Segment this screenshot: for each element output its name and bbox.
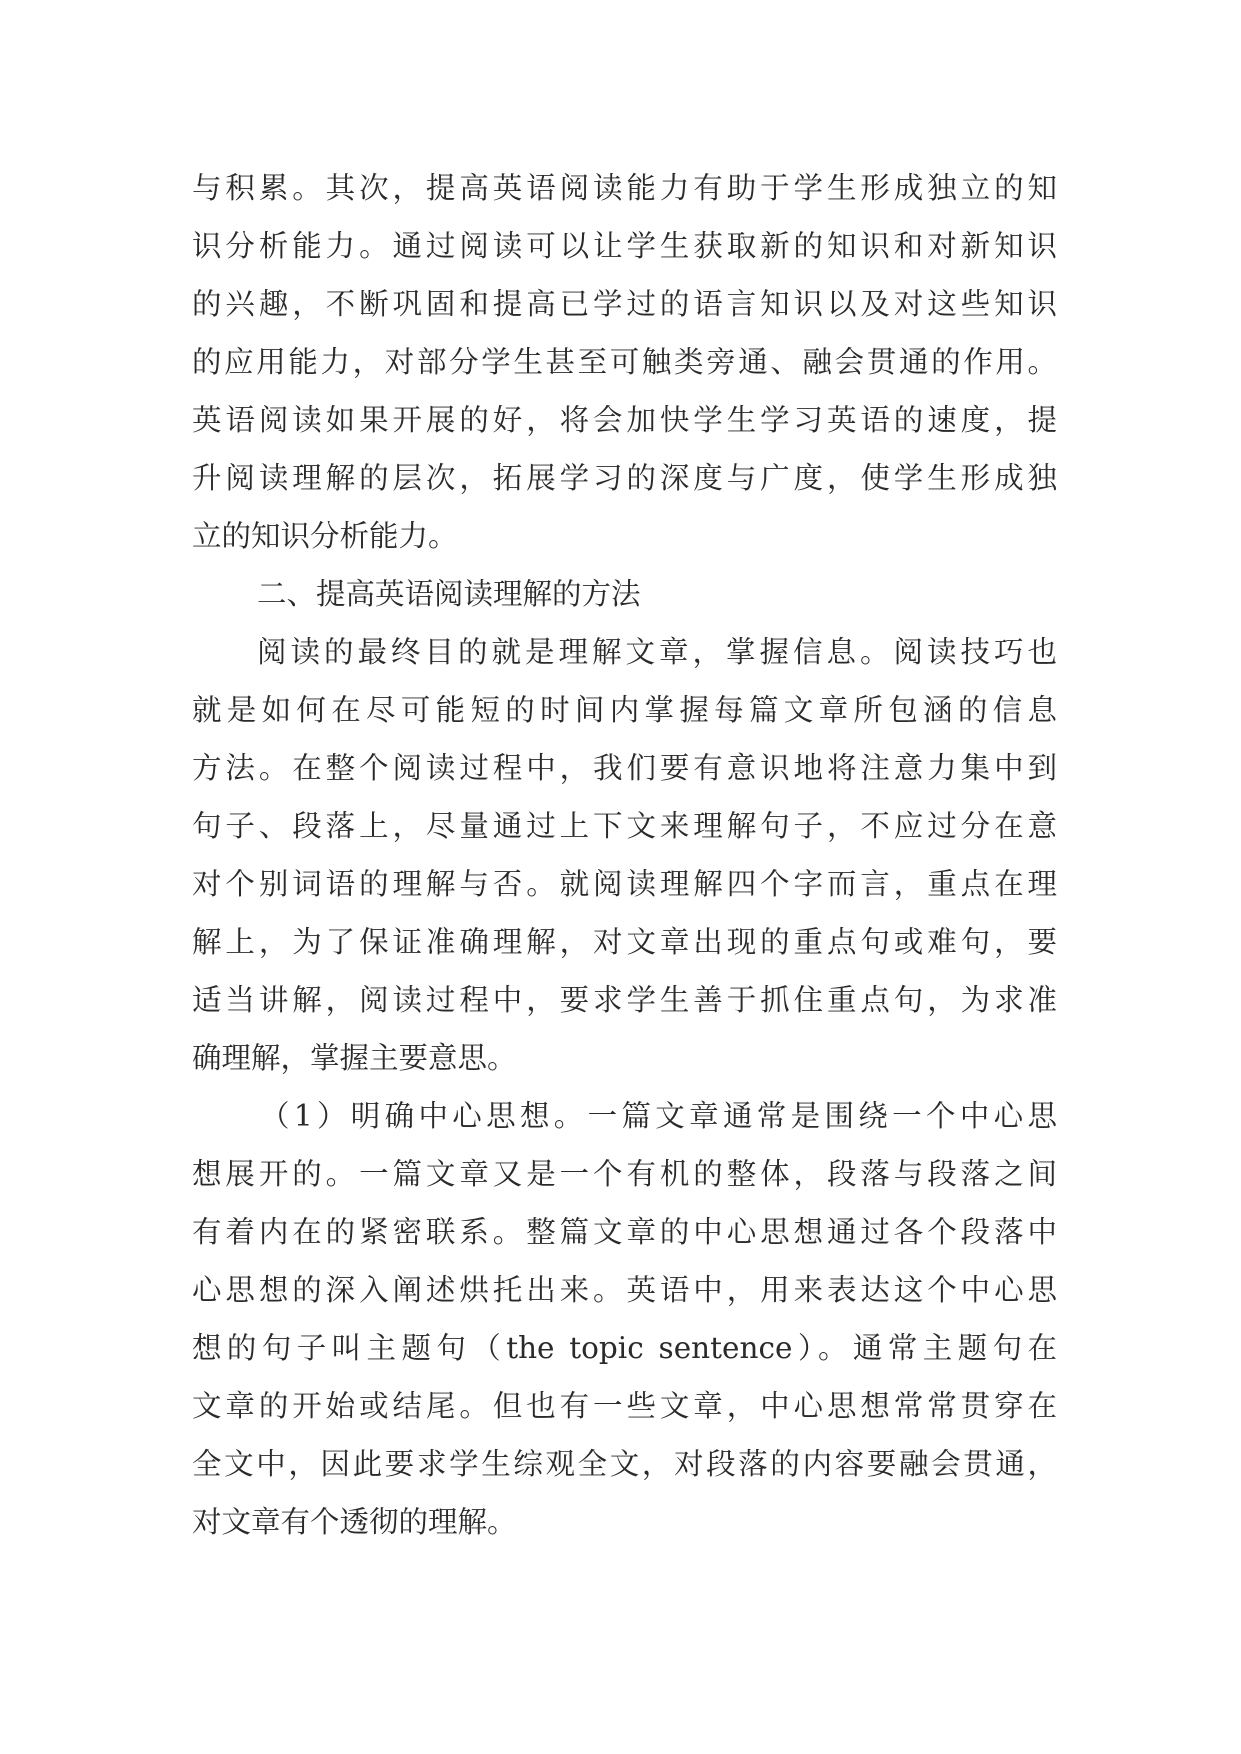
- paragraph-3-line-8: 对文章有个透彻的理解。: [192, 1505, 517, 1539]
- paragraph-2-line-1: 阅读的最终目的就是理解文章，掌握信息。阅读技巧也: [257, 635, 1057, 669]
- paragraph-2-line-4: 句子、段落上，尽量通过上下文来理解句子，不应过分在意: [192, 809, 1057, 843]
- paragraph-2-line-8: 确理解，掌握主要意思。: [192, 1041, 517, 1075]
- paragraph-2-line-2: 就是如何在尽可能短的时间内掌握每篇文章所包涵的信息: [192, 693, 1057, 727]
- paragraph-2-line-6: 解上，为了保证准确理解，对文章出现的重点句或难句，要: [192, 925, 1057, 959]
- paragraph-2-line-7: 适当讲解，阅读过程中，要求学生善于抓住重点句，为求准: [192, 983, 1057, 1017]
- paragraph-1-line-7: 立的知识分析能力。: [192, 519, 458, 553]
- paragraph-1-line-4: 的应用能力，对部分学生甚至可触类旁通、融会贯通的作用。: [192, 345, 1057, 379]
- paragraph-3-line-7: 全文中，因此要求学生综观全文，对段落的内容要融会贯通，: [192, 1447, 1057, 1481]
- paragraph-3-line-4: 心思想的深入阐述烘托出来。英语中，用来表达这个中心思: [192, 1273, 1057, 1307]
- paragraph-2-line-3: 方法。在整个阅读过程中，我们要有意识地将注意力集中到: [192, 751, 1057, 785]
- paragraph-3-line-5: 想的句子叫主题句（the topic sentence）。通常主题句在: [192, 1331, 1057, 1365]
- paragraph-1-line-2: 识分析能力。通过阅读可以让学生获取新的知识和对新知识: [192, 229, 1057, 263]
- paragraph-1-line-5: 英语阅读如果开展的好，将会加快学生学习英语的速度，提: [192, 403, 1057, 437]
- paragraph-3-line-6: 文章的开始或结尾。但也有一些文章，中心思想常常贯穿在: [192, 1389, 1057, 1423]
- paragraph-1-line-6: 升阅读理解的层次，拓展学习的深度与广度，使学生形成独: [192, 461, 1057, 495]
- paragraph-3-line-2: 想展开的。一篇文章又是一个有机的整体，段落与段落之间: [192, 1157, 1057, 1191]
- paragraph-3-line-1: （1）明确中心思想。一篇文章通常是围绕一个中心思: [260, 1099, 1057, 1133]
- paragraph-1-line-3: 的兴趣，不断巩固和提高已学过的语言知识以及对这些知识: [192, 287, 1057, 321]
- paragraph-2-line-5: 对个别词语的理解与否。就阅读理解四个字而言，重点在理: [192, 867, 1057, 901]
- section-heading: 二、提高英语阅读理解的方法: [257, 577, 641, 611]
- paragraph-1-line-1: 与积累。其次，提高英语阅读能力有助于学生形成独立的知: [192, 171, 1057, 205]
- paragraph-3-line-3: 有着内在的紧密联系。整篇文章的中心思想通过各个段落中: [192, 1215, 1057, 1249]
